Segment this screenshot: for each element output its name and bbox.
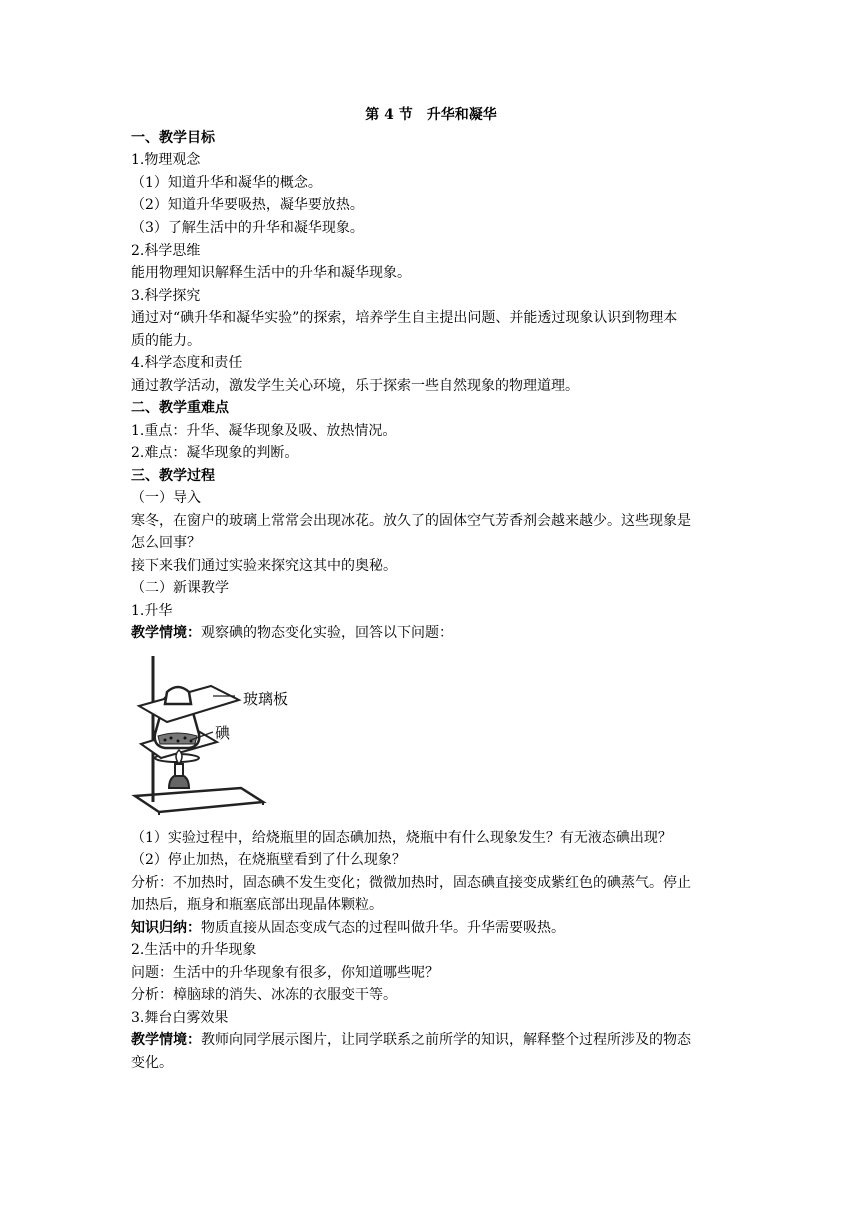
text-line: 3.科学探究 [131, 288, 201, 304]
text-span: 物质直接从固态变成气态的过程叫做升华。升华需要吸热。 [201, 920, 565, 936]
text-line: 分析：樟脑球的消失、冰冻的衣服变干等。 [131, 987, 397, 1003]
text-line: 变化。 [131, 1055, 173, 1071]
text-line: （2）知道升华要吸热，凝华要放热。 [131, 197, 364, 213]
text-line: 加热后，瓶身和瓶塞底部出现晶体颗粒。 [131, 897, 383, 913]
text-line: 1.重点：升华、凝华现象及吸、放热情况。 [131, 423, 397, 439]
text-line: 2.难点：凝华现象的判断。 [131, 445, 299, 461]
text-span: 教师向同学展示图片，让同学联系之前所学的知识，解释整个过程所涉及的物态 [201, 1032, 691, 1048]
text-line: 2.生活中的升华现象 [131, 942, 257, 958]
text-line: （1）实验过程中，给烧瓶里的固态碘加热，烧瓶中有什么现象发生？有无液态碘出现？ [131, 830, 672, 846]
text-line [131, 1029, 691, 1051]
section-heading-key-points: 二、教学重难点 [131, 400, 229, 416]
text-line: 怎么回事？ [131, 535, 201, 551]
text-line: （3）了解生活中的升华和凝华现象。 [131, 220, 364, 236]
text-line [131, 622, 453, 644]
text-line: 3.舞台白雾效果 [131, 1010, 229, 1026]
iodine-apparatus-figure [131, 652, 273, 818]
text-line: 2.科学思维 [131, 243, 201, 259]
section-heading-objectives: 一、教学目标 [131, 130, 215, 146]
text-line: 1.升华 [131, 603, 173, 619]
text-line [131, 917, 565, 939]
page-title: 第 4 节 升华和凝华 [365, 107, 497, 123]
bold-label: 教学情境： [131, 625, 201, 641]
bold-label: 知识归纳： [131, 920, 201, 936]
text-line: 能用物理知识解释生活中的升华和凝华现象。 [131, 265, 411, 281]
figure-label-iodine: 碘 [215, 724, 231, 742]
text-span: 观察碘的物态变化实验，回答以下问题： [201, 625, 453, 641]
text-line: 质的能力。 [131, 333, 201, 349]
text-line: 通过对“碘升华和凝华实验”的探索，培养学生自主提出问题、并能透过现象认识到物理本 [131, 310, 678, 326]
text-line: （1）知道升华和凝华的概念。 [131, 175, 322, 191]
figure-label-glass-plate: 玻璃板 [243, 690, 289, 708]
text-line: 分析：不加热时，固态碘不发生变化；微微加热时，固态碘直接变成紫红色的碘蒸气。停止 [131, 875, 691, 891]
text-line: 通过教学活动，激发学生关心环境，乐于探索一些自然现象的物理道理。 [131, 378, 579, 394]
text-line: （2）停止加热，在烧瓶壁看到了什么现象？ [131, 852, 406, 868]
text-line: （二）新课教学 [131, 580, 229, 596]
section-heading-process: 三、教学过程 [131, 468, 215, 484]
text-line: 4.科学态度和责任 [131, 355, 243, 371]
text-line: 1.物理观念 [131, 152, 201, 168]
text-line: 寒冬，在窗户的玻璃上常常会出现冰花。放久了的固体空气芳香剂会越来越少。这些现象是 [131, 513, 691, 529]
text-line: （一）导入 [131, 490, 201, 506]
bold-label: 教学情境： [131, 1032, 201, 1048]
text-line: 问题：生活中的升华现象有很多，你知道哪些呢？ [131, 965, 439, 981]
text-line: 接下来我们通过实验来探究这其中的奥秘。 [131, 558, 397, 574]
